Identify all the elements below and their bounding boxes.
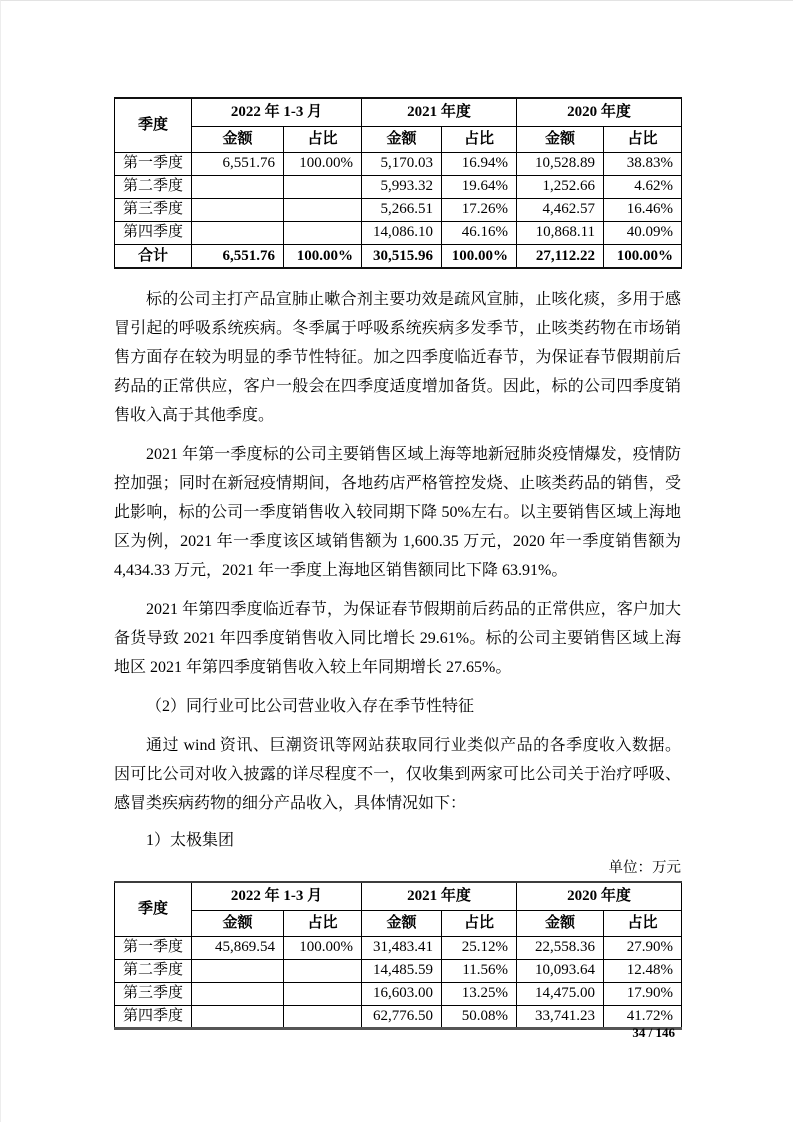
- ratio-cell: 17.26%: [442, 198, 517, 221]
- amount-cell: 4,462.57: [517, 198, 604, 221]
- table-row: [115, 936, 682, 959]
- quarter-label-cell: 第一季度: [115, 936, 192, 959]
- amount-cell: 33,741.23: [517, 1005, 604, 1028]
- ratio-cell: 100.00%: [284, 244, 362, 268]
- ratio-column-header: 占比: [604, 910, 682, 936]
- paragraph-comparable-companies: 通过 wind 资讯、巨潮资讯等网站获取同行业类似产品的各季度收入数据。因可比公司对收入披露的详尽程度不一，仅收集到两家可比公司关于治疗呼吸、感冒类疾病药物的细分产品收入，具体情况如下：: [114, 737, 681, 812]
- ratio-cell: 11.56%: [442, 959, 517, 982]
- ratio-cell: [284, 982, 362, 1005]
- table-row: [115, 152, 682, 175]
- amount-cell: 10,528.89: [517, 152, 604, 175]
- paragraph-product-seasonality: 标的公司主打产品宣肺止嗽合剂主要功效是疏风宣肺，止咳化痰，多用于感冒引起的呼吸系统疾病。冬季属于呼吸系统疾病多发季节，止咳类药物在市场销售方面存在较为明显的季节性特征。加之四季度临近春节，为保证春节假期前后药品的正常供应，客户一般会在四季度适度增加备货。因此，标的公司四季度销售收入高于其他季度。: [114, 291, 681, 424]
- ratio-cell: 50.08%: [442, 1005, 517, 1028]
- paragraph-2021-q4-growth: 2021 年第四季度临近春节，为保证春节假期前后药品的正常供应，客户加大备货导致 2021 年四季度销售收入同比增长 29.61%。标的公司主要销售区域上海地区 2021 年第四季度销售收入较上年同期增长 27.65%。: [114, 601, 681, 676]
- ratio-cell: [284, 1005, 362, 1028]
- amount-cell: [192, 198, 284, 221]
- ratio-cell: 27.90%: [604, 936, 682, 959]
- amount-cell: [192, 221, 284, 244]
- ratio-cell: 19.64%: [442, 175, 517, 198]
- ratio-cell: 4.62%: [604, 175, 682, 198]
- period-header-2022: 2022 年 1-3 月: [192, 98, 362, 126]
- ratio-cell: 100.00%: [284, 936, 362, 959]
- ratio-column-header: 占比: [442, 910, 517, 936]
- amount-column-header: 金额: [362, 126, 442, 152]
- amount-cell: 10,093.64: [517, 959, 604, 982]
- ratio-cell: 13.25%: [442, 982, 517, 1005]
- amount-cell: 27,112.22: [517, 244, 604, 268]
- amount-column-header: 金额: [517, 910, 604, 936]
- amount-cell: [192, 982, 284, 1005]
- ratio-column-header: 占比: [442, 126, 517, 152]
- list-item-taiji-group: 1）太极集团: [146, 832, 235, 849]
- table-row: [115, 959, 682, 982]
- table-row: [115, 175, 682, 198]
- ratio-cell: 25.12%: [442, 936, 517, 959]
- amount-cell: 16,603.00: [362, 982, 442, 1005]
- quarter-label-cell: 第二季度: [115, 959, 192, 982]
- amount-cell: 5,266.51: [362, 198, 442, 221]
- ratio-cell: 100.00%: [284, 152, 362, 175]
- quarter-column-header: 季度: [115, 98, 192, 152]
- period-header-2022: 2022 年 1-3 月: [192, 882, 362, 910]
- unit-label: 单位：万元: [608, 860, 681, 876]
- paragraph-2021-q1-covid-impact: 2021 年第一季度标的公司主要销售区域上海等地新冠肺炎疫情爆发，疫情防控加强；同时在新冠疫情期间，各地药店严格管控发烧、止咳类药品的销售，受此影响，标的公司一季度销售收入较同期下降 50%左右。以主要销售区域上海地区为例，2021 年一季度该区域销售额为 1,600.35 万元，2020 年一季度销售额为 4,434.33 万元，2021 年一季度上海地区销售额同比下降 63.91%。: [114, 446, 681, 579]
- amount-cell: 30,515.96: [362, 244, 442, 268]
- amount-cell: 6,551.76: [192, 244, 284, 268]
- quarter-column-header: 季度: [115, 882, 192, 936]
- amount-cell: 5,170.03: [362, 152, 442, 175]
- amount-cell: [192, 175, 284, 198]
- ratio-cell: 100.00%: [604, 244, 682, 268]
- amount-cell: 14,475.00: [517, 982, 604, 1005]
- quarter-label-cell: 合计: [115, 244, 192, 268]
- ratio-cell: 17.90%: [604, 982, 682, 1005]
- quarter-label-cell: 第一季度: [115, 152, 192, 175]
- ratio-cell: 16.46%: [604, 198, 682, 221]
- table-row: [115, 982, 682, 1005]
- ratio-column-header: 占比: [284, 126, 362, 152]
- ratio-cell: 16.94%: [442, 152, 517, 175]
- table-row: [115, 1005, 682, 1028]
- amount-cell: [192, 1005, 284, 1028]
- ratio-cell: [284, 198, 362, 221]
- amount-cell: [192, 959, 284, 982]
- amount-cell: 31,483.41: [362, 936, 442, 959]
- amount-column-header: 金额: [362, 910, 442, 936]
- quarter-label-cell: 第四季度: [115, 1005, 192, 1028]
- ratio-cell: 100.00%: [442, 244, 517, 268]
- period-header-2020: 2020 年度: [517, 98, 682, 126]
- target-company-quarterly-revenue-table: [114, 97, 682, 269]
- period-header-2021: 2021 年度: [362, 98, 517, 126]
- ratio-cell: 41.72%: [604, 1005, 682, 1028]
- amount-cell: 6,551.76: [192, 152, 284, 175]
- page-number: 34 / 146: [632, 1025, 675, 1040]
- ratio-column-header: 占比: [284, 910, 362, 936]
- amount-cell: 5,993.32: [362, 175, 442, 198]
- amount-cell: 1,252.66: [517, 175, 604, 198]
- amount-cell: 22,558.36: [517, 936, 604, 959]
- amount-cell: 10,868.11: [517, 221, 604, 244]
- page-content: [114, 1, 681, 1030]
- quarter-label-cell: 第三季度: [115, 982, 192, 1005]
- amount-cell: 62,776.50: [362, 1005, 442, 1028]
- amount-column-header: 金额: [192, 126, 284, 152]
- taiji-group-quarterly-revenue-table: [114, 881, 682, 1030]
- period-header-2021: 2021 年度: [362, 882, 517, 910]
- ratio-cell: 40.09%: [604, 221, 682, 244]
- ratio-cell: [284, 221, 362, 244]
- ratio-cell: 38.83%: [604, 152, 682, 175]
- ratio-column-header: 占比: [604, 126, 682, 152]
- quarter-label-cell: 第四季度: [115, 221, 192, 244]
- amount-column-header: 金额: [517, 126, 604, 152]
- amount-cell: 14,485.59: [362, 959, 442, 982]
- quarter-label-cell: 第三季度: [115, 198, 192, 221]
- ratio-cell: [284, 175, 362, 198]
- quarter-label-cell: 第二季度: [115, 175, 192, 198]
- ratio-cell: 46.16%: [442, 221, 517, 244]
- amount-cell: 14,086.10: [362, 221, 442, 244]
- section-heading-2: （2）同行业可比公司营业收入存在季节性特征: [146, 698, 475, 715]
- ratio-cell: [284, 959, 362, 982]
- amount-cell: 45,869.54: [192, 936, 284, 959]
- table-row: [115, 221, 682, 244]
- amount-column-header: 金额: [192, 910, 284, 936]
- period-header-2020: 2020 年度: [517, 882, 682, 910]
- ratio-cell: 12.48%: [604, 959, 682, 982]
- table-total-row: [115, 244, 682, 268]
- table-row: [115, 198, 682, 221]
